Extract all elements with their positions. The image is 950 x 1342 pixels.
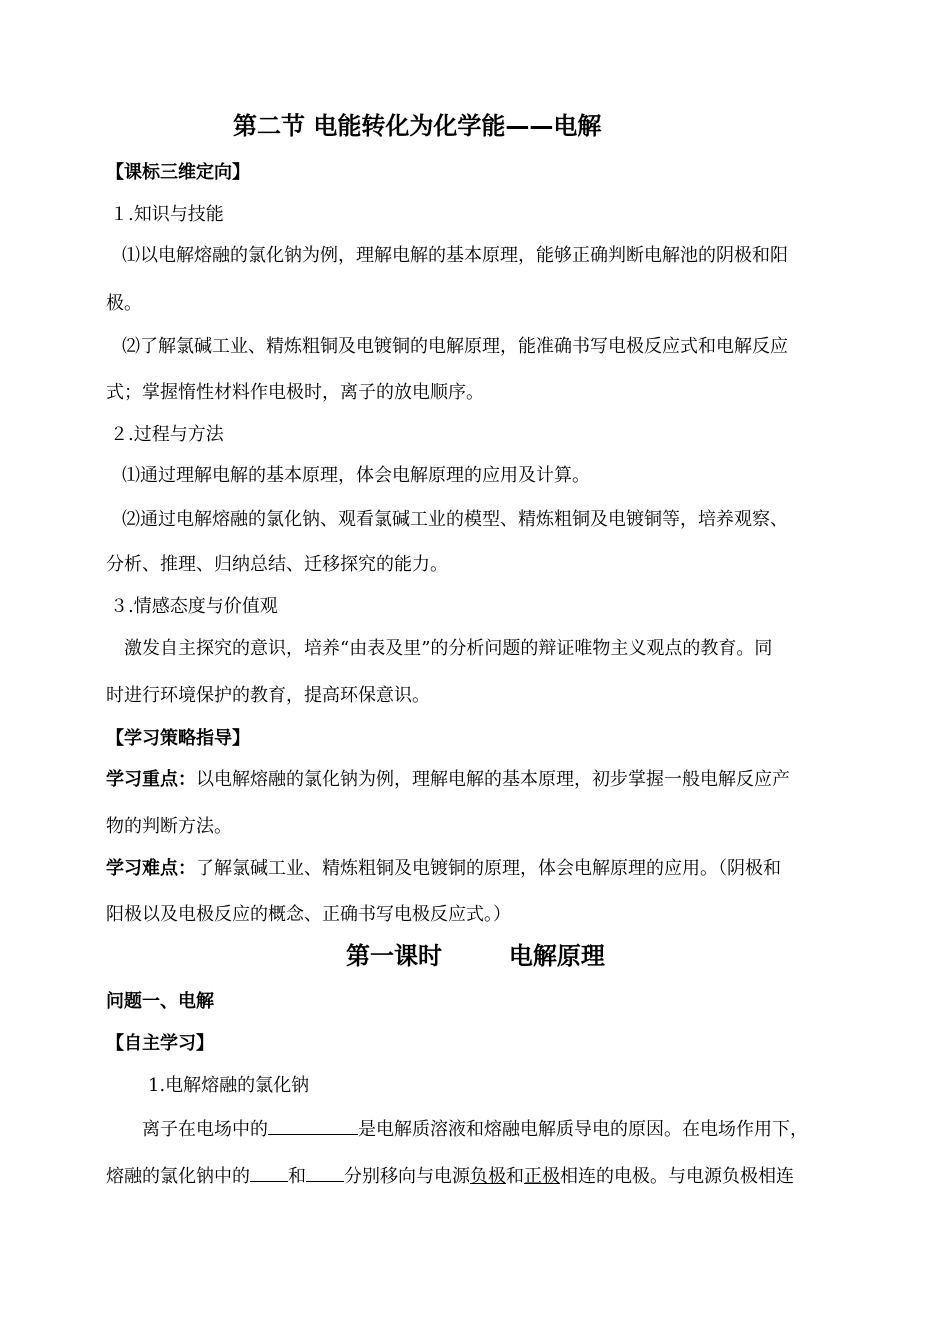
knowledge-item-2-line-1: ⑵了解氯碱工业、精炼粗铜及电镀铜的电解原理，能准确书写电极反应式和电解反应 <box>122 336 788 357</box>
learning-focus-line-1 <box>106 768 790 792</box>
self-study-item-1-heading: 1.电解熔融的氯化钠 <box>148 1075 310 1096</box>
section-header-strategy: 【学习策略指导】 <box>106 728 250 749</box>
fill-in-blank-2[interactable] <box>250 1163 288 1182</box>
lesson-title: 第一课时 电解原理 <box>346 942 605 970</box>
subsection-knowledge-skills: １.知识与技能 <box>110 204 224 225</box>
self-study-header: 【自主学习】 <box>106 1033 214 1054</box>
learning-difficulty-line-2: 阳极以及电极反应的概念、正确书写电极反应式。） <box>106 904 511 925</box>
self-study-paragraph-line-2 <box>106 1163 794 1189</box>
learning-difficulty-text: 了解氯碱工业、精炼粗铜及电镀铜的原理，体会电解原理的应用。（阴极和 <box>196 858 781 879</box>
paragraph-text-2a: 熔融的氯化钠中的 <box>106 1166 250 1187</box>
learning-difficulty-label: 学习难点： <box>106 858 196 879</box>
document-title: 第二节 电能转化为化学能——电解 <box>233 112 602 140</box>
learning-focus-label: 学习重点： <box>106 769 196 790</box>
fill-in-blank-1[interactable] <box>268 1116 358 1135</box>
knowledge-item-1-line-2: 极。 <box>106 293 142 314</box>
question-1-header: 问题一、电解 <box>106 991 214 1012</box>
attitudes-line-2: 时进行环境保护的教育，提高环保意识。 <box>106 685 430 706</box>
paragraph-text-2and: 和 <box>506 1166 524 1187</box>
knowledge-item-2-line-2: 式；掌握惰性材料作电极时，离子的放电顺序。 <box>106 382 484 403</box>
underlined-negative-pole: 负极 <box>470 1166 506 1187</box>
paragraph-text-2c: 分别移向与电源 <box>344 1166 470 1187</box>
underlined-positive-pole: 正极 <box>524 1166 560 1187</box>
attitudes-line-1: 激发自主探究的意识，培养“由表及里”的分析问题的辩证唯物主义观点的教育。同 <box>124 638 773 659</box>
learning-focus-line-2: 物的判断方法。 <box>106 816 232 837</box>
paragraph-text-2d: 相连的电极。与电源负极相连 <box>560 1166 794 1187</box>
learning-focus-text: 以电解熔融的氯化钠为例，理解电解的基本原理，初步掌握一般电解反应产 <box>196 769 790 790</box>
subsection-attitudes-values: ３.情感态度与价值观 <box>110 596 278 617</box>
self-study-paragraph-line-1 <box>142 1116 808 1142</box>
learning-difficulty-line-1 <box>106 857 781 881</box>
section-header-curriculum: 【课标三维定向】 <box>106 162 250 183</box>
paragraph-text-1b: 是电解质溶液和熔融电解质导电的原因。在电场作用下， <box>358 1119 808 1140</box>
process-item-1: ⑴通过理解电解的基本原理，体会电解原理的应用及计算。 <box>122 465 590 486</box>
process-item-2-line-2: 分析、推理、归纳总结、迁移探究的能力。 <box>106 554 448 575</box>
paragraph-text-1a: 离子在电场中的 <box>142 1119 268 1140</box>
subsection-process-methods: ２.过程与方法 <box>110 424 224 445</box>
paragraph-text-2b: 和 <box>288 1166 306 1187</box>
process-item-2-line-1: ⑵通过电解熔融的氯化钠、观看氯碱工业的模型、精炼粗铜及电镀铜等，培养观察、 <box>122 509 788 530</box>
knowledge-item-1-line-1: ⑴以电解熔融的氯化钠为例，理解电解的基本原理，能够正确判断电解池的阴极和阳 <box>122 245 788 266</box>
fill-in-blank-3[interactable] <box>306 1163 344 1182</box>
